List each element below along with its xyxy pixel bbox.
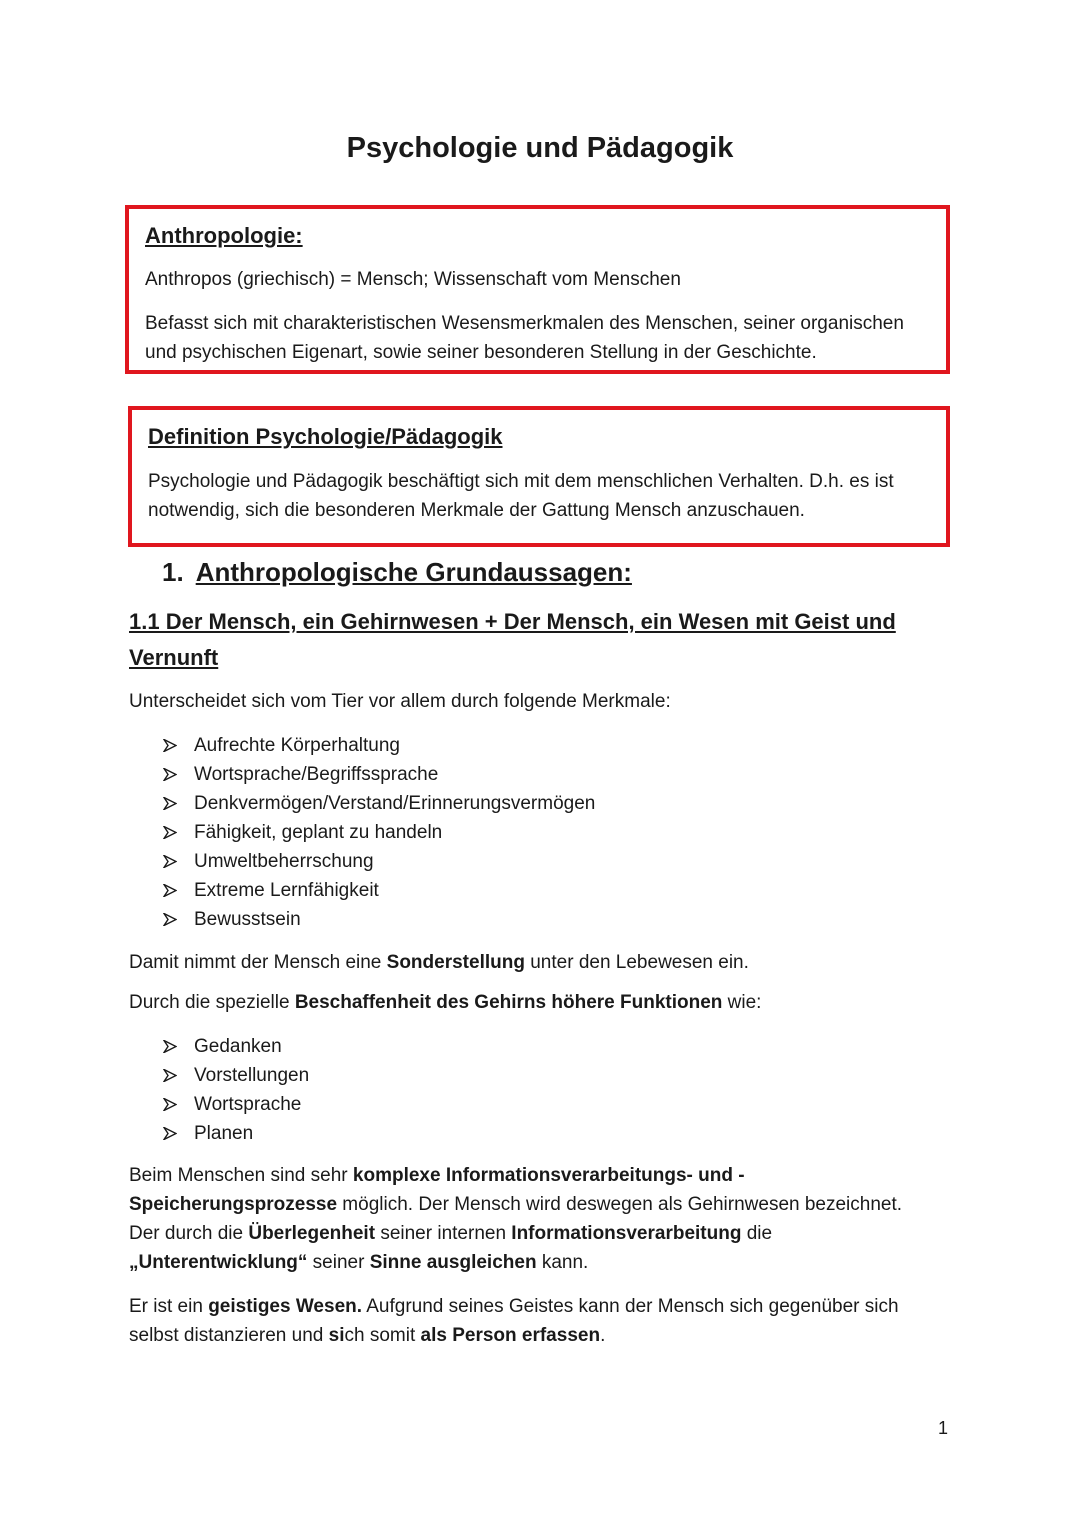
geist-bold-2: si xyxy=(328,1325,345,1346)
arrow-bullet-icon xyxy=(163,739,177,752)
arrow-bullet-icon xyxy=(163,826,177,839)
gehirnwesen-paragraph xyxy=(129,1161,929,1277)
page-number: 1 xyxy=(938,1418,949,1438)
geist-bold-3: als Person erfassen xyxy=(420,1325,601,1346)
list-item-label: Aufrechte Körperhaltung xyxy=(194,735,400,756)
list-item xyxy=(160,847,595,876)
anthropologie-description: Befasst sich mit charakteristischen Wesensmerkmalen des Menschen, seiner organischen und psychischen Eigenart, sowie seiner besonderen Stellung in der Geschichte. xyxy=(145,313,904,363)
funktionen-intro xyxy=(129,988,929,1017)
arrow-bullet-icon xyxy=(163,1069,177,1082)
arrow-bullet-icon xyxy=(163,913,177,926)
sonderstellung-paragraph xyxy=(129,948,929,977)
arrow-bullet-icon xyxy=(163,1040,177,1053)
definition-heading: Definition Psychologie/Pädagogik xyxy=(148,424,503,449)
list-item xyxy=(160,760,595,789)
definition-text: Psychologie und Pädagogik beschäftigt sich mit dem menschlichen Verhalten. D.h. es ist notwendig, sich die besonderen Merkmale der Gattung Mensch anzuschauen. xyxy=(148,471,894,521)
geist-text-3: ch somit xyxy=(344,1325,421,1346)
funktionen-intro-pre: Durch die spezielle xyxy=(129,992,295,1013)
arrow-bullet-icon xyxy=(163,797,177,810)
list-item-label: Bewusstsein xyxy=(194,909,301,930)
subsection-heading: 1.1 Der Mensch, ein Gehirnwesen + Der Mensch, ein Wesen mit Geist und Vernunft xyxy=(129,609,896,670)
list-item-label: Extreme Lernfähigkeit xyxy=(194,880,379,901)
merkmale-list xyxy=(160,731,595,934)
gehirnwesen-text-2: möglich. Der Mensch wird deswegen als Gehirnwesen bezeichnet. Der durch die xyxy=(129,1194,903,1244)
sonderstellung-text-pre: Damit nimmt der Mensch eine xyxy=(129,952,387,973)
sonderstellung-text-post: unter den Lebewesen ein. xyxy=(524,952,749,973)
definition-box xyxy=(128,406,950,547)
funktionen-list xyxy=(160,1032,309,1148)
list-item-label: Planen xyxy=(194,1123,254,1144)
section-title: Anthropologische Grundaussagen: xyxy=(195,557,632,587)
gehirnwesen-bold-2: Überlegenheit xyxy=(248,1223,376,1244)
list-item-label: Gedanken xyxy=(194,1036,282,1057)
arrow-bullet-icon xyxy=(163,1127,177,1140)
gehirnwesen-text-6: kann. xyxy=(536,1252,589,1273)
list-item-label: Vorstellungen xyxy=(194,1065,310,1086)
arrow-bullet-icon xyxy=(163,855,177,868)
list-item-label: Wortsprache xyxy=(194,1094,302,1115)
page-title: Psychologie und Pädagogik xyxy=(346,132,734,164)
list-item xyxy=(160,1090,309,1119)
list-item xyxy=(160,1119,309,1148)
section-number: 1. xyxy=(162,557,184,587)
geist-text-2: Aufgrund seines Geistes kann der Mensch sich gegenüber sich selbst distanzieren und xyxy=(129,1296,899,1346)
list-item xyxy=(160,876,595,905)
gehirnwesen-text-4: die xyxy=(741,1223,773,1244)
list-item xyxy=(160,789,595,818)
gehirnwesen-bold-5: Sinne ausgleichen xyxy=(369,1252,537,1273)
list-item xyxy=(160,731,595,760)
geist-text-1: Er ist ein xyxy=(129,1296,209,1317)
list-item-label: Wortsprache/Begriffssprache xyxy=(194,764,439,785)
arrow-bullet-icon xyxy=(163,768,177,781)
anthropologie-box xyxy=(125,205,950,374)
gehirnwesen-bold-1: komplexe Informationsverarbeitungs- und -Speicherungsprozesse xyxy=(129,1165,745,1215)
funktionen-intro-bold: Beschaffenheit des Gehirns höhere Funktionen xyxy=(294,992,723,1013)
geist-text-4: . xyxy=(600,1325,606,1346)
geist-bold-1: geistiges Wesen. xyxy=(208,1296,363,1317)
gehirnwesen-text-3: seiner internen xyxy=(375,1223,512,1244)
gehirnwesen-bold-3: Informationsverarbeitung xyxy=(511,1223,742,1244)
list-item xyxy=(160,905,595,934)
gehirnwesen-text-1: Beim Menschen sind sehr xyxy=(129,1165,353,1186)
anthropologie-definition: Anthropos (griechisch) = Mensch; Wissenschaft vom Menschen xyxy=(145,269,681,290)
section-heading xyxy=(162,554,632,590)
arrow-bullet-icon xyxy=(163,884,177,897)
list-item xyxy=(160,818,595,847)
merkmale-intro: Unterscheidet sich vom Tier vor allem durch folgende Merkmale: xyxy=(129,691,671,712)
arrow-bullet-icon xyxy=(163,1098,177,1111)
list-item xyxy=(160,1032,309,1061)
gehirnwesen-bold-4: „Unterentwicklung“ xyxy=(129,1252,308,1273)
funktionen-intro-post: wie: xyxy=(722,992,762,1013)
gehirnwesen-text-5: seiner xyxy=(307,1252,370,1273)
list-item-label: Denkvermögen/Verstand/Erinnerungsvermögen xyxy=(194,793,596,814)
list-item xyxy=(160,1061,309,1090)
list-item-label: Umweltbeherrschung xyxy=(194,851,374,872)
list-item-label: Fähigkeit, geplant zu handeln xyxy=(194,822,443,843)
sonderstellung-bold: Sonderstellung xyxy=(386,952,525,973)
geist-paragraph xyxy=(129,1292,929,1350)
anthropologie-heading: Anthropologie: xyxy=(145,223,303,248)
